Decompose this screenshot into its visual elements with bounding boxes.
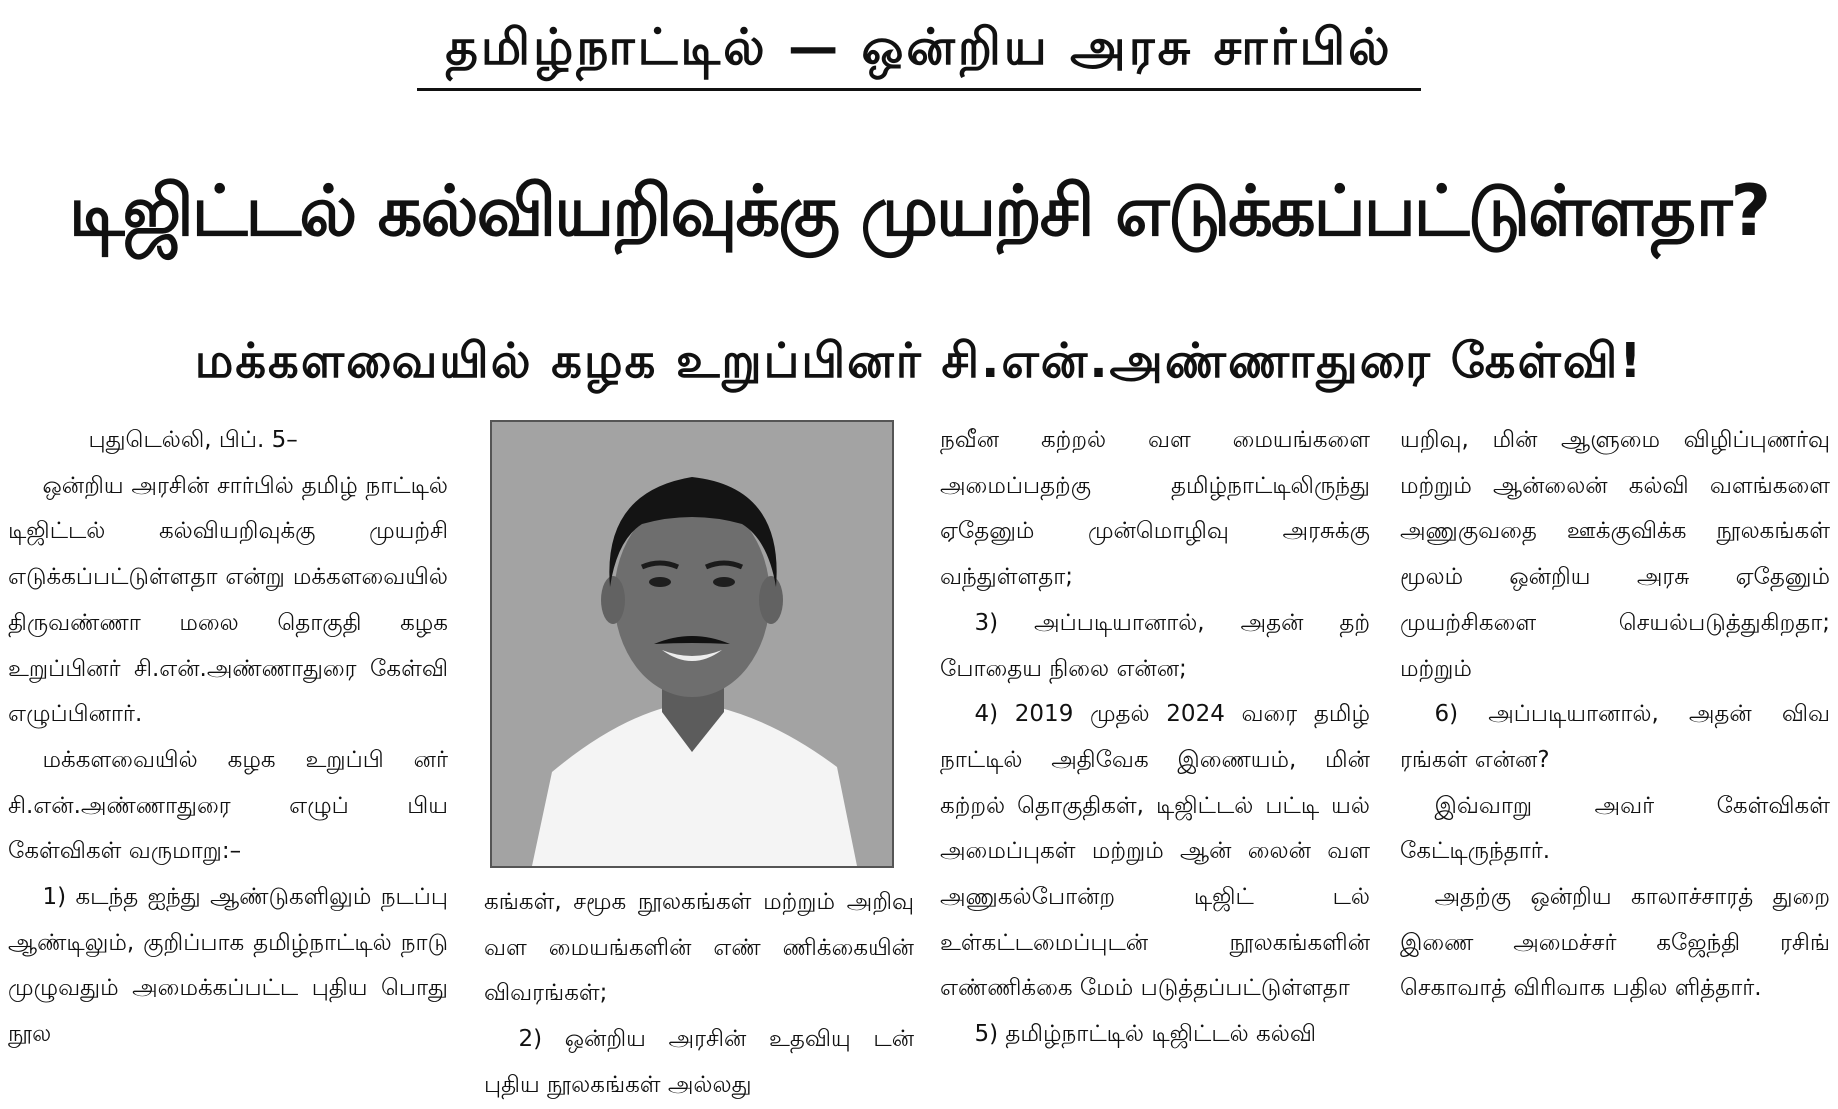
paragraph: 3) அப்படியானால், அதன் தற் போதைய நிலை என்ன;: [940, 609, 1370, 682]
subheadline: மக்களவையில் கழக உறுப்பினர் சி.என்.அண்ணாதுரை கேள்வி!: [194, 333, 1644, 389]
paragraph: 4) 2019 முதல் 2024 வரை தமிழ் நாட்டில் அதிவேக இணையம், மின் கற்றல் தொகுதிகள், டிஜிட்டல் பட்டி யல் அமைப்புகள் மற்றும் ஆன் லைன் வள அணுகல்போன்ற டிஜிட் டல் உள்கட்டமைப்புடன் நூலகங்களின் எண்ணிக்கை மேம் படுத்தப்பட்டுள்ளதா: [940, 701, 1370, 1002]
paragraph: மக்களவையில் கழக உறுப்பி னர் சி.என்.அண்ணாதுரை எழுப் பிய கேள்விகள் வருமாறு:–: [8, 746, 448, 865]
article-column-3: [940, 418, 1370, 1058]
article-column-1: [8, 418, 448, 1058]
paragraph: 2) ஒன்றிய அரசின் உதவியு டன் புதிய நூலகங்கள் அல்லது: [484, 1026, 914, 1098]
kicker-banner: [0, 8, 1838, 91]
paragraph: யறிவு, மின் ஆளுமை விழிப்புணர்வு மற்றும் ஆன்லைன் கல்வி வளங்களை அணுகுவதை ஊக்குவிக்க நூலகங்கள் மூலம் ஒன்றிய அரசு ஏதேனும் முயற்சிகளை செயல்படுத்துகிறதா; மற்றும்: [1400, 427, 1830, 682]
kicker-text: தமிழ்நாட்டில் — ஒன்றிய அரசு சார்பில்: [417, 8, 1420, 91]
paragraph: ஒன்றிய அரசின் சார்பில் தமிழ் நாட்டில் டிஜிட்டல் கல்வியறிவுக்கு முயற்சி எடுக்கப்பட்டுள்ளதா என்று மக்களவையில் திருவண்ணா மலை தொகுதி கழக உறுப்பினர் சி.என்.அண்ணாதுரை கேள்வி எழுப்பினார்.: [8, 472, 448, 728]
paragraph: நவீன கற்றல் வள மையங்களை அமைப்பதற்கு தமிழ்நாட்டிலிருந்து ஏதேனும் முன்மொழிவு அரசுக்கு வந்துள்ளதா;: [940, 427, 1370, 591]
paragraph: கங்கள், சமூக நூலகங்கள் மற்றும் அறிவு வள மையங்களின் எண் ணிக்கையின் விவரங்கள்;: [484, 889, 914, 1007]
paragraph: 5) தமிழ்நாட்டில் டிஜிட்டல் கல்வி: [974, 1021, 1317, 1048]
dateline: புதுடெல்லி, பிப். 5–: [88, 427, 298, 453]
article-column-2: [484, 880, 914, 1109]
headline: டிஜிட்டல் கல்வியறிவுக்கு முயற்சி எடுக்கப்பட்டுள்ளதா?: [68, 170, 1770, 252]
paragraph: இவ்வாறு அவர் கேள்விகள் கேட்டிருந்தார்.: [1400, 792, 1830, 865]
paragraph: 6) அப்படியானால், அதன் விவ ரங்கள் என்ன?: [1400, 701, 1830, 773]
paragraph: 1) கடந்த ஐந்து ஆண்டுகளிலும் நடப்பு ஆண்டிலும், குறிப்பாக தமிழ்நாட்டில் நாடு முழுவதும் அமைக்கப்பட்ட புதிய பொது நூல: [8, 884, 448, 1048]
article-column-4: [1400, 418, 1830, 1012]
portrait-photo: [490, 420, 894, 868]
portrait-illustration: [492, 422, 892, 866]
paragraph: அதற்கு ஒன்றிய காலாச்சாரத் துறை இணை அமைச்சர் கஜேந்தி ரசிங் செகாவாத் விரிவாக பதில ளித்தார்.: [1400, 884, 1830, 1002]
